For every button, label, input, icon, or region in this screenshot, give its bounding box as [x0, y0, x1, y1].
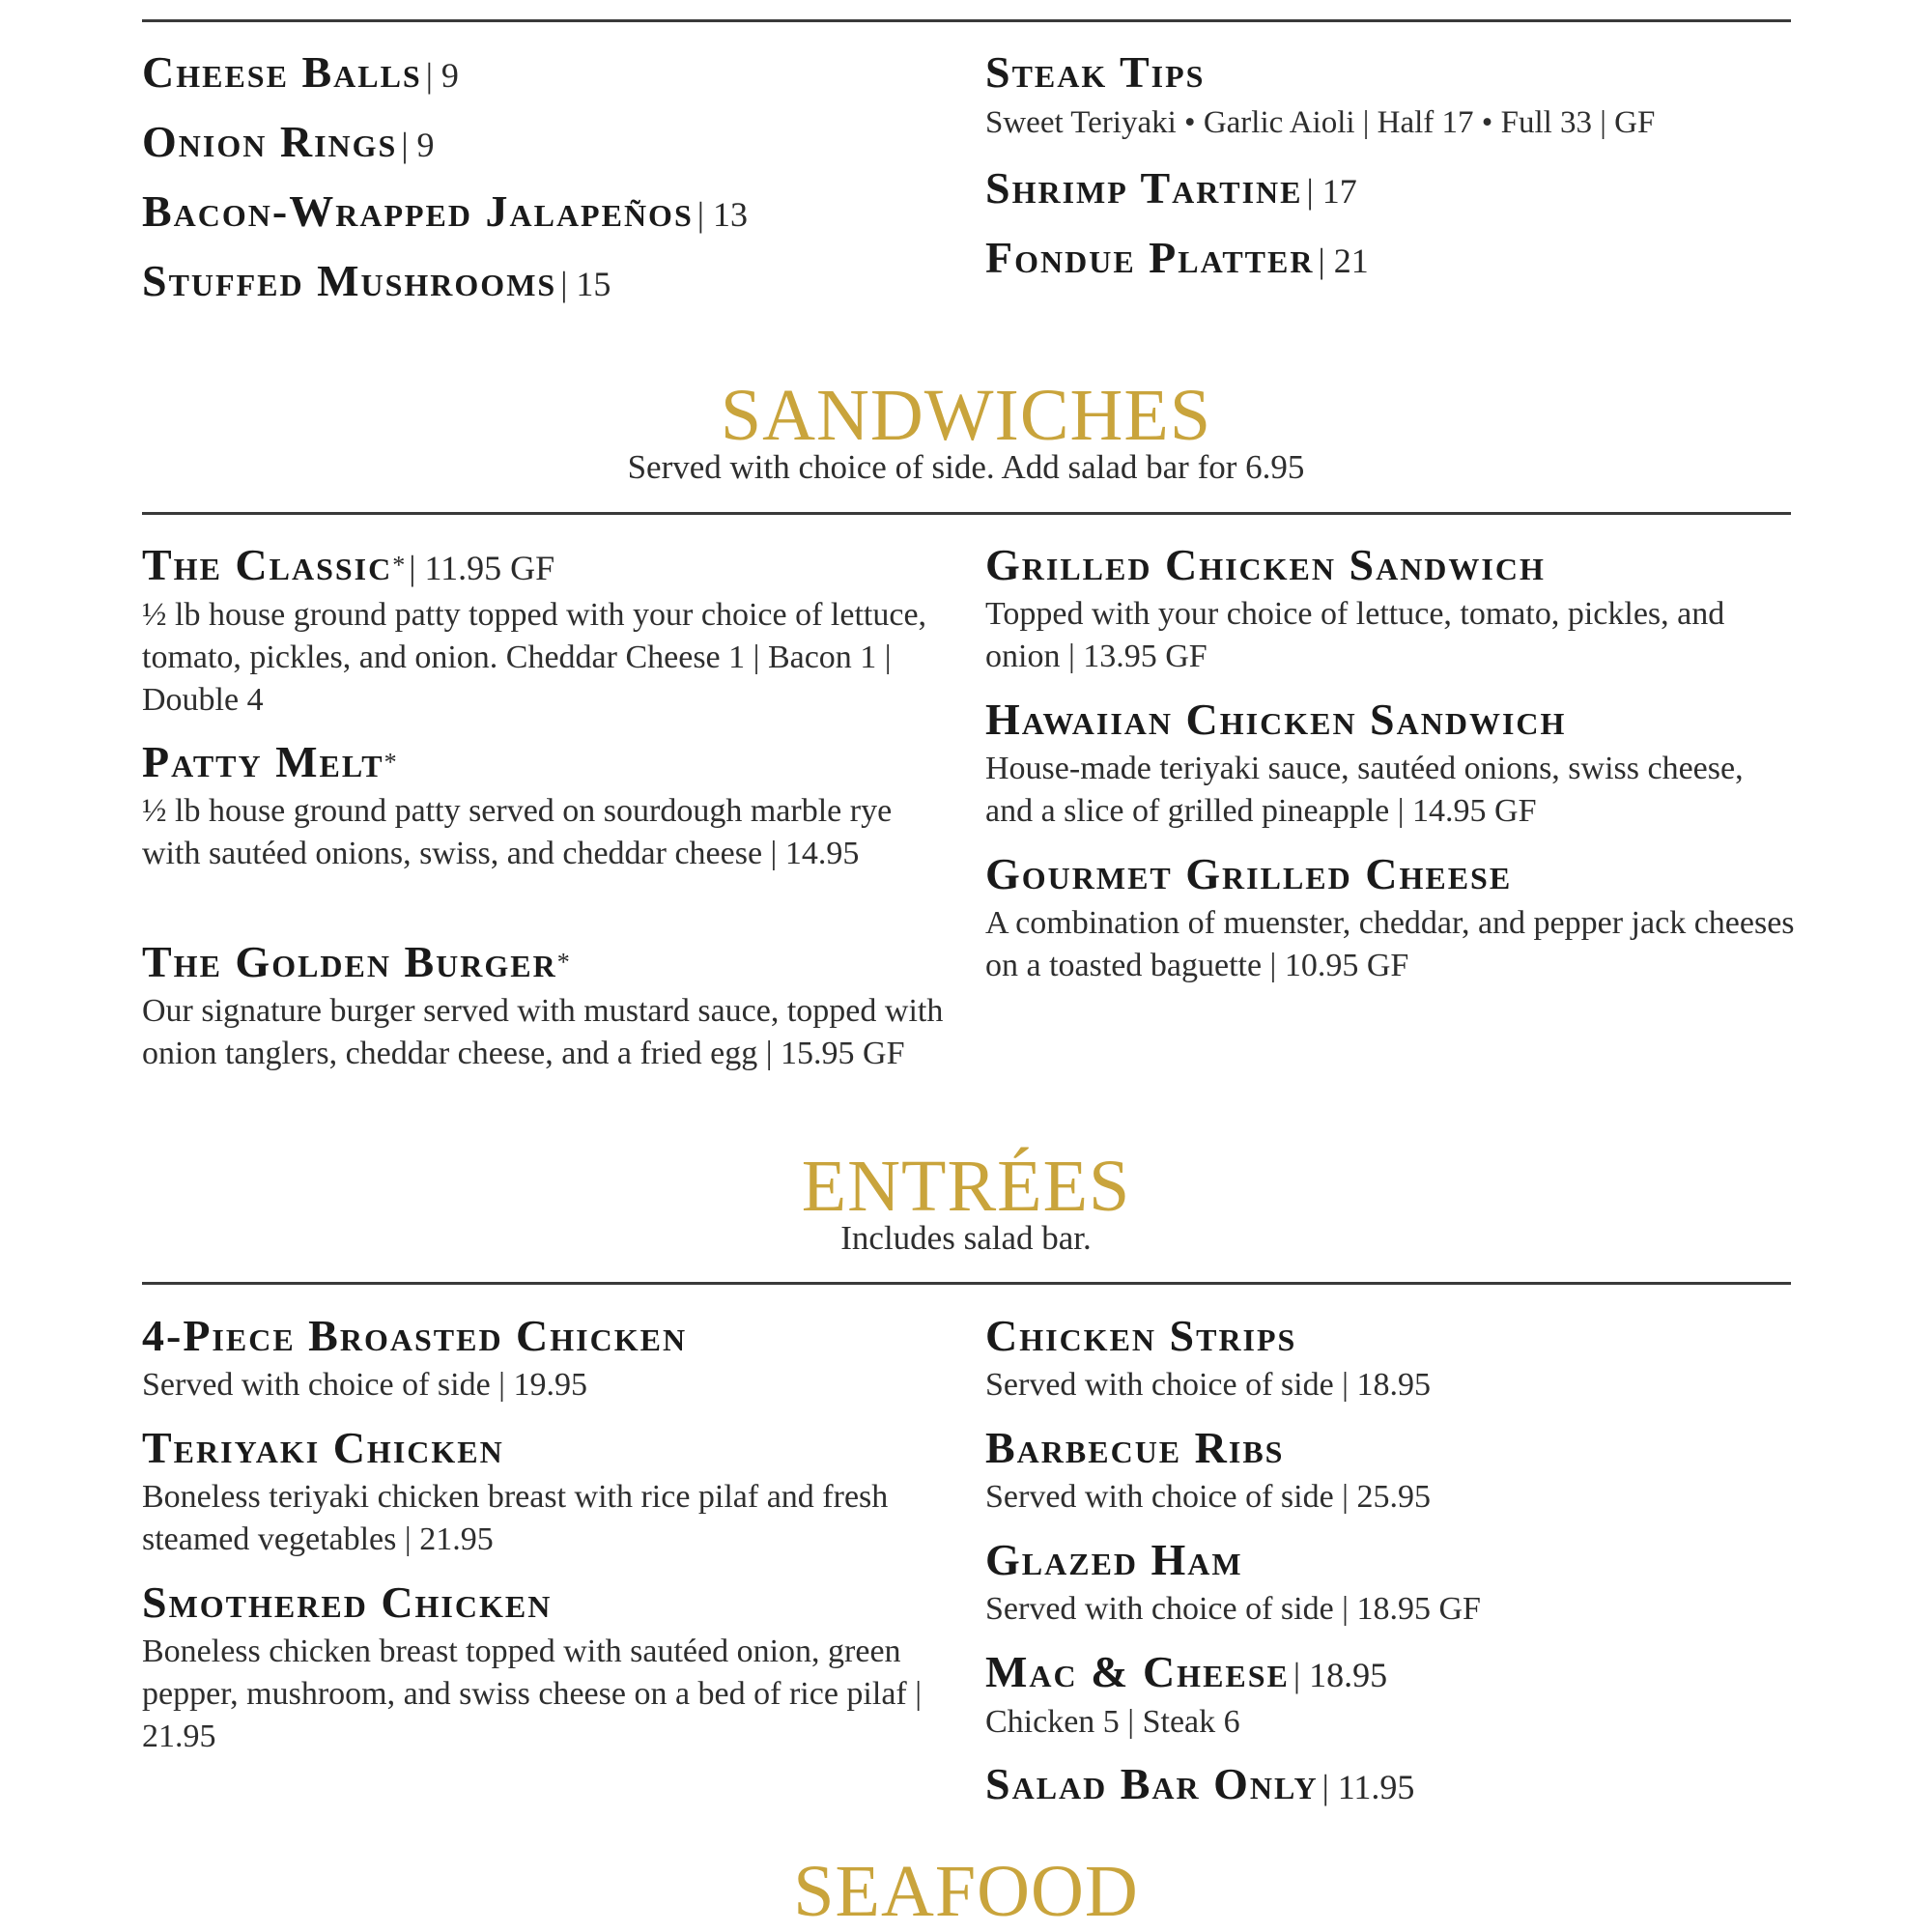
entrees-divider: [142, 1282, 1791, 1285]
appetizers-right-column: [985, 47, 1797, 305]
item-description: Our signature burger served with mustard sauce, topped with onion tanglers, cheddar cheese, and a fried egg | 15.95 GF: [142, 993, 944, 1071]
menu-item: [142, 117, 944, 189]
item-description: Chicken 5 | Steak 6: [985, 1704, 1240, 1740]
item-name: The Classic: [142, 540, 393, 589]
menu-item: [985, 1647, 1797, 1762]
item-name: Salad Bar Only: [985, 1759, 1319, 1808]
item-name: Chicken Strips: [985, 1311, 1297, 1360]
item-name: Cheese Balls: [142, 47, 422, 97]
sandwiches-subtitle: Served with choice of side. Add salad bar for 6.95: [627, 448, 1305, 486]
item-price: | 18.95: [1293, 1656, 1388, 1694]
item-price: | 15: [560, 265, 611, 303]
item-name: Shrimp Tartine: [985, 163, 1303, 213]
menu-item: [985, 1311, 1797, 1426]
item-description: Boneless teriyaki chicken breast with rice pilaf and fresh steamed vegetables | 21.95: [142, 1479, 889, 1557]
item-description: ½ lb house ground patty served on sourdough marble rye with sautéed onions, swiss, and cheddar cheese | 14.95: [142, 793, 893, 871]
item-price: | 17: [1306, 172, 1357, 211]
menu-item: [985, 1423, 1797, 1538]
item-price: | 9: [401, 126, 435, 164]
item-description: House-made teriyaki sauce, sautéed onions, swiss cheese, and a slice of grilled pineapple | 14.95 GF: [985, 751, 1744, 829]
seafood-title: SEAFOOD: [793, 1851, 1139, 1932]
top-divider: [142, 19, 1791, 22]
item-name: Mac & Cheese: [985, 1647, 1290, 1696]
menu-item: [985, 233, 1797, 305]
raw-warning-asterisk: *: [384, 748, 397, 777]
menu-item: [142, 1423, 953, 1580]
entrees-right-column: [985, 1311, 1797, 1808]
sandwiches-left-column: [142, 540, 944, 1075]
entrees-subtitle: Includes salad bar.: [840, 1219, 1092, 1257]
item-name: Stuffed Mushrooms: [142, 256, 557, 305]
item-name: Onion Rings: [142, 117, 398, 166]
item-name: Barbecue Ribs: [985, 1423, 1285, 1472]
item-name: Steak Tips: [985, 47, 1206, 97]
item-description: ½ lb house ground patty topped with your choice of lettuce, tomato, pickles, and onion. Cheddar Cheese 1 | Bacon 1 | Double 4: [142, 597, 927, 718]
item-price: | 11.95: [1321, 1768, 1415, 1806]
item-name: Teriyaki Chicken: [142, 1423, 504, 1472]
menu-item: [985, 849, 1797, 987]
item-description: Boneless chicken breast topped with sautéed onion, green pepper, mushroom, and swiss cheese on a bed of rice pilaf | 21.95: [142, 1634, 923, 1754]
item-description: Sweet Teriyaki • Garlic Aioli | Half 17 • Full 33 | GF: [985, 105, 1656, 140]
menu-item: [142, 1577, 953, 1758]
menu-item: [142, 186, 944, 259]
item-name: Grilled Chicken Sandwich: [985, 540, 1546, 589]
item-price: | 13: [696, 195, 748, 234]
item-description: Served with choice of side | 18.95: [985, 1367, 1431, 1403]
menu-item: [142, 737, 944, 940]
item-name: Smothered Chicken: [142, 1577, 553, 1627]
sandwiches-right-column: [985, 540, 1797, 987]
menu-item: [142, 937, 944, 1075]
menu-item: [985, 697, 1797, 852]
menu-item: [142, 1311, 953, 1426]
entrees-title: ENTRÉES: [801, 1146, 1131, 1227]
entrees-left-column: [142, 1311, 953, 1758]
item-description: Topped with your choice of lettuce, tomato, pickles, and onion | 13.95 GF: [985, 596, 1725, 674]
item-price: | 11.95 GF: [409, 549, 555, 587]
item-description: Served with choice of side | 18.95 GF: [985, 1591, 1481, 1627]
item-name: Patty Melt: [142, 737, 384, 786]
item-name: Bacon-Wrapped Jalapeños: [142, 186, 694, 236]
item-description: Served with choice of side | 19.95: [142, 1367, 587, 1403]
item-name: Gourmet Grilled Cheese: [985, 849, 1513, 898]
menu-item: [142, 256, 944, 328]
item-description: A combination of muenster, cheddar, and pepper jack cheeses on a toasted baguette | 10.95 GF: [985, 905, 1795, 983]
sandwiches-divider: [142, 512, 1791, 515]
menu-item: [985, 47, 1797, 166]
menu-item: [142, 540, 944, 740]
menu-item: [985, 1535, 1797, 1650]
item-description: Served with choice of side | 25.95: [985, 1479, 1431, 1515]
menu-item: [985, 1759, 1797, 1808]
sandwiches-title: SANDWICHES: [720, 375, 1212, 456]
raw-warning-asterisk: *: [392, 551, 406, 580]
item-name: Hawaiian Chicken Sandwich: [985, 695, 1567, 744]
appetizers-left-column: [142, 47, 944, 328]
menu-item: [985, 540, 1797, 697]
item-name: 4-Piece Broasted Chicken: [142, 1311, 688, 1360]
item-name: Fondue Platter: [985, 233, 1315, 282]
raw-warning-asterisk: *: [556, 948, 570, 977]
item-price: | 21: [1318, 242, 1369, 280]
menu-item: [142, 47, 944, 120]
item-price: | 9: [425, 56, 459, 95]
item-name: Glazed Ham: [985, 1535, 1243, 1584]
menu-item: [985, 163, 1797, 236]
item-name: The Golden Burger: [142, 937, 557, 986]
